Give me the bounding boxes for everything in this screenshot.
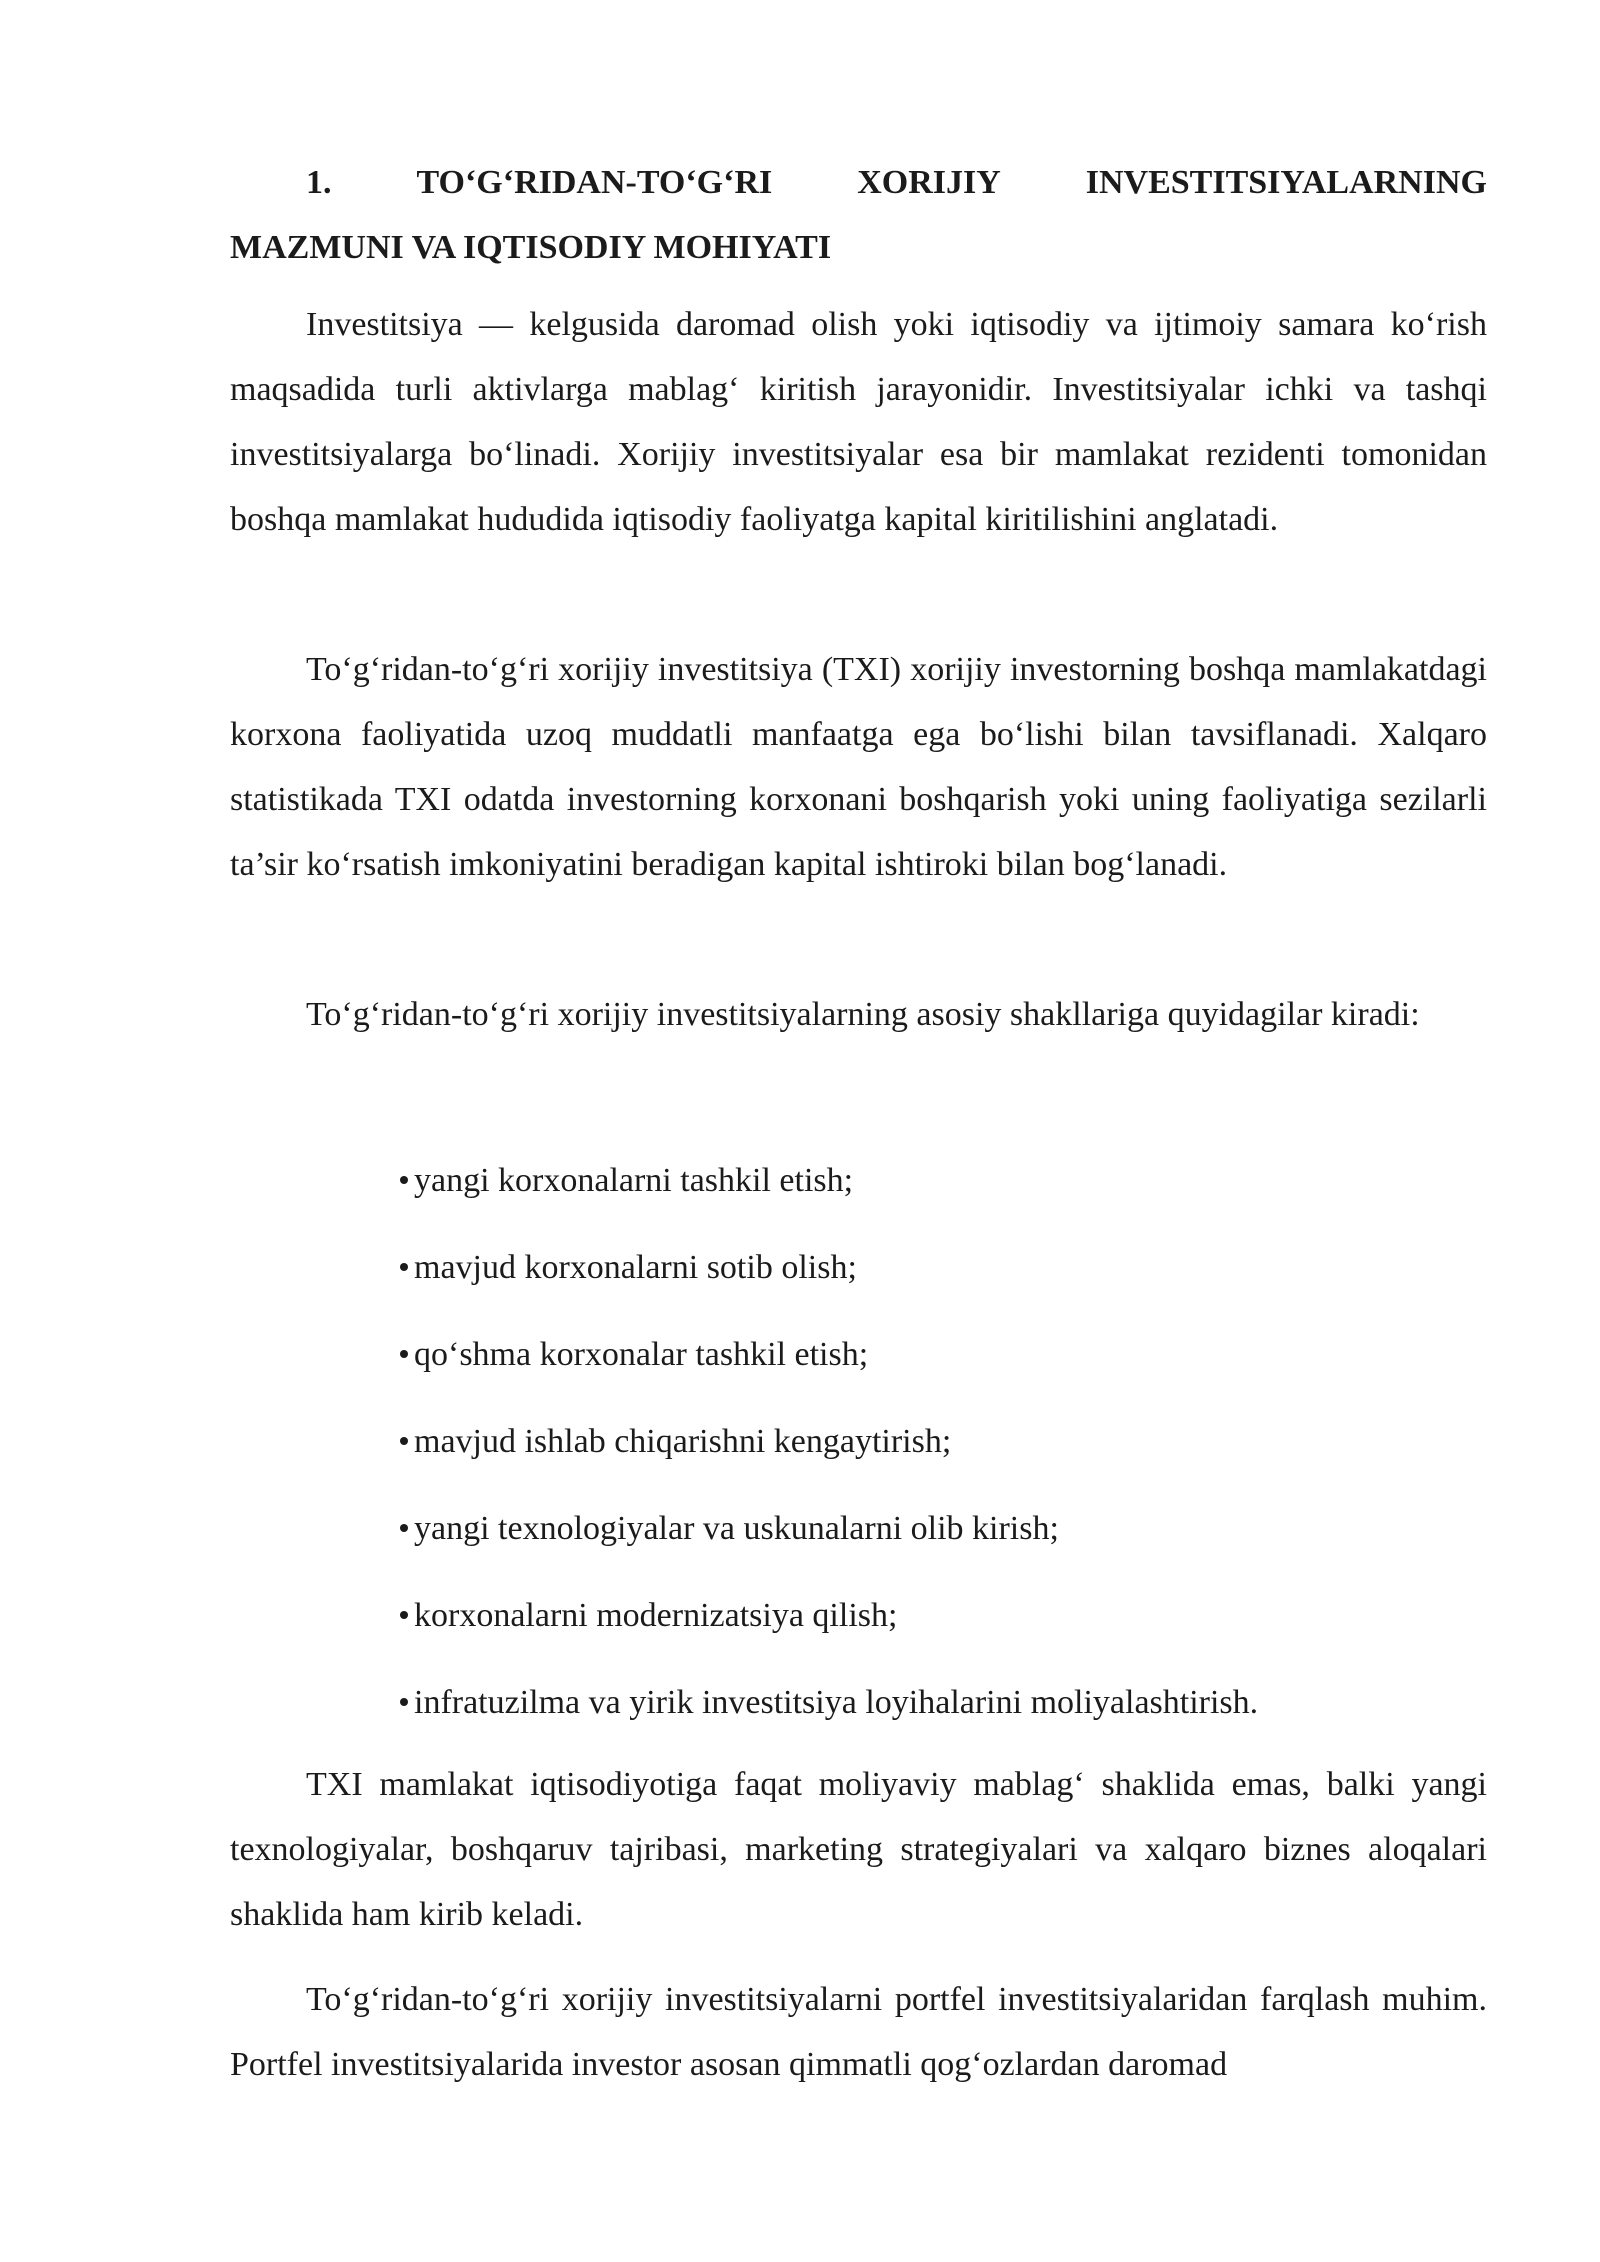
list-item-text: infratuzilma va yirik investitsiya loyihalarini moliyalashtirish. (414, 1684, 1259, 1721)
bullet-icon (400, 1350, 408, 1358)
paragraph-fdi-channels: TXI mamlakat iqtisodiyotiga faqat moliyaviy mablag‘ shaklida emas, balki yangi texnologiyalar, boshqaruv tajribasi, marketing strategiyalari va xalqaro biznes aloqalari shaklida ham kirib keladi. (230, 1766, 1487, 1933)
heading-line-1 (230, 150, 1487, 215)
paragraph-portfolio-comparison: To‘g‘ridan-to‘g‘ri xorijiy investitsiyalarni portfel investitsiyalaridan farqlash muhim. Portfel investitsiyalarida investor asosan qimmatli qog‘ozlardan daromad (230, 1981, 1487, 2083)
heading-word: XORIJIY (857, 164, 1001, 201)
list-item-text: qo‘shma korxonalar tashkil etish; (414, 1336, 869, 1373)
paragraph-investment-definition: Investitsiya — kelgusida daromad olish yoki iqtisodiy va ijtimoiy samara ko‘rish maqsadida turli aktivlarga mablag‘ kiritish jarayonidir. Investitsiyalar ichki va tashqi investitsiyalarga bo‘linadi. Xorijiy investitsiyalar esa bir mamlakat rezidenti tomonidan boshqa mamlakat hududida iqtisodiy faoliyatga kapital kiritilishini anglatadi. (230, 306, 1487, 538)
paragraph-fdi-forms-intro: To‘g‘ridan-to‘g‘ri xorijiy investitsiyalarning asosiy shakllariga quyidagilar kiradi: (306, 996, 1420, 1033)
list-item-text: mavjud korxonalarni sotib olish; (414, 1249, 857, 1286)
bullet-icon (400, 1698, 408, 1706)
list-item-text: mavjud ishlab chiqarishni kengaytirish; (414, 1423, 952, 1460)
list-item (400, 1224, 1258, 1311)
fdi-forms-list (400, 1137, 1258, 1746)
list-item-text: yangi texnologiyalar va uskunalarni olib kirish; (414, 1510, 1059, 1547)
list-item (400, 1137, 1258, 1224)
heading-number: 1. (306, 164, 332, 201)
list-item (400, 1572, 1258, 1659)
list-item (400, 1485, 1258, 1572)
list-item-text: yangi korxonalarni tashkil etish; (414, 1162, 854, 1199)
list-item (400, 1311, 1258, 1398)
heading-line-2: MAZMUNI VA IQTISODIY MOHIYATI (230, 229, 832, 266)
paragraph-fdi-definition: To‘g‘ridan-to‘g‘ri xorijiy investitsiya (TXI) xorijiy investorning boshqa mamlakatdagi korxona faoliyatida uzoq muddatli manfaatga ega bo‘lishi bilan tavsiflanadi. Xalqaro statistikada TXI odatda investorning korxonani boshqarish yoki uning faoliyatiga sezilarli ta’sir ko‘rsatish imkoniyatini beradigan kapital ishtiroki bilan bog‘lanadi. (230, 651, 1487, 883)
bullet-icon (400, 1611, 408, 1619)
list-item (400, 1659, 1258, 1746)
bullet-icon (400, 1263, 408, 1271)
bullet-icon (400, 1176, 408, 1184)
list-item (400, 1398, 1258, 1485)
heading-word: INVESTITSIYALARNING (1085, 164, 1487, 201)
list-item-text: korxonalarni modernizatsiya qilish; (414, 1597, 898, 1634)
bullet-icon (400, 1437, 408, 1445)
bullet-icon (400, 1524, 408, 1532)
section-heading (230, 150, 1487, 280)
heading-word: TO‘G‘RIDAN-TO‘G‘RI (416, 164, 773, 201)
